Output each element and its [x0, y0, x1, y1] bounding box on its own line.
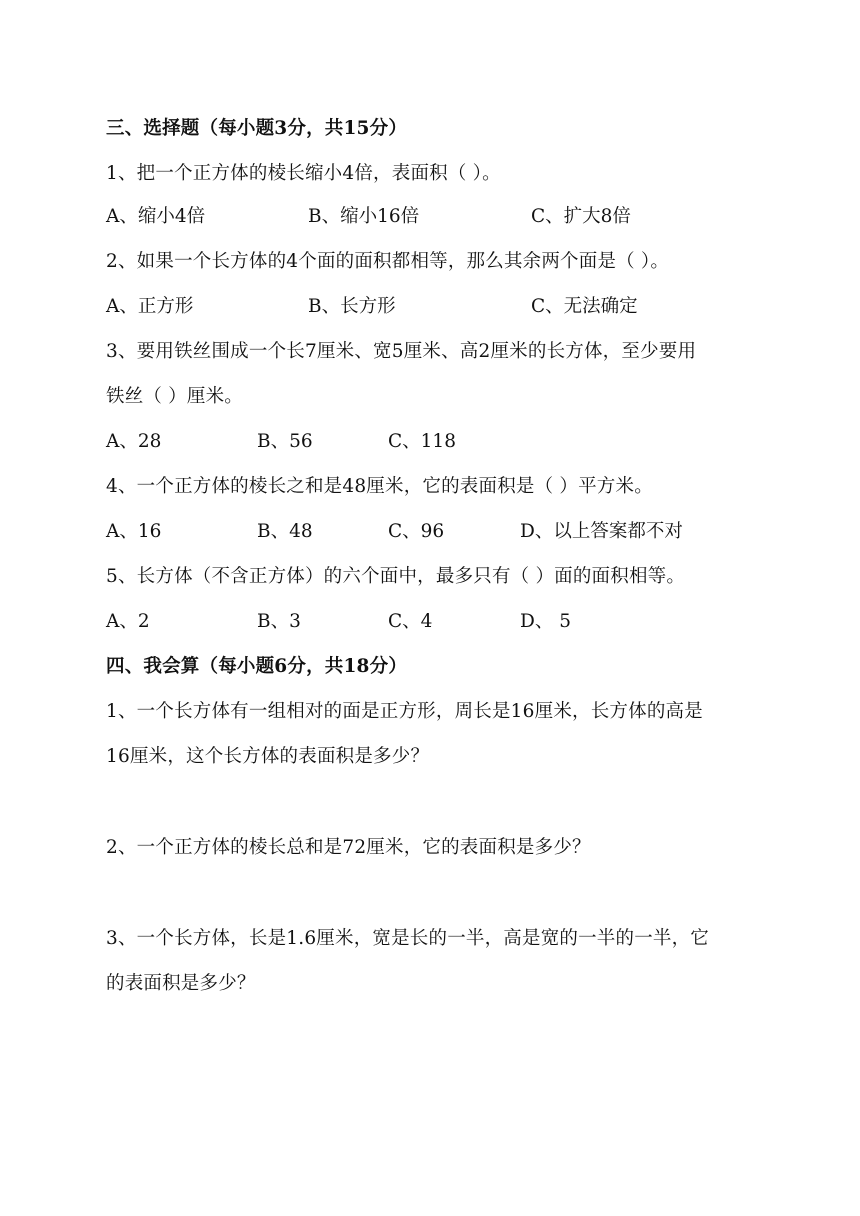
problem-1-line-1: 1、一个长方体有一组相对的面是正方形，周长是16厘米，长方体的高是	[106, 701, 703, 722]
option-b: B、长方形	[308, 296, 396, 317]
option-a: A、16	[106, 521, 162, 542]
problem-1-line-2: 16厘米，这个长方体的表面积是多少？	[106, 746, 430, 767]
question-4-options	[0, 520, 860, 544]
option-d: D、 5	[520, 611, 571, 632]
question-3-options	[0, 430, 860, 454]
option-b: B、56	[257, 431, 313, 452]
question-1-stem: 1、把一个正方体的棱长缩小4倍，表面积（ ）。	[106, 163, 501, 184]
option-c: C、4	[388, 611, 433, 632]
question-5-options	[0, 610, 860, 634]
problem-3-line-2: 的表面积是多少？	[106, 973, 256, 994]
option-a: A、28	[106, 431, 162, 452]
question-3-stem-line-2: 铁丝（ ）厘米。	[106, 386, 243, 407]
problem-2-line-1: 2、一个正方体的棱长总和是72厘米，它的表面积是多少？	[106, 837, 591, 858]
question-4-stem: 4、一个正方体的棱长之和是48厘米，它的表面积是（ ）平方米。	[106, 476, 653, 497]
question-5-stem: 5、长方体（不含正方体）的六个面中，最多只有（ ）面的面积相等。	[106, 566, 686, 587]
option-b: B、48	[257, 521, 313, 542]
section-3-heading: 三、选择题（每小题3分，共15分）	[106, 118, 408, 139]
question-2-options	[0, 295, 860, 319]
option-c: C、扩大8倍	[531, 206, 631, 227]
option-b: B、缩小16倍	[308, 206, 420, 227]
option-d: D、以上答案都不对	[520, 521, 683, 542]
section-4-heading: 四、我会算（每小题6分，共18分）	[106, 656, 408, 677]
option-a: A、正方形	[106, 296, 194, 317]
option-a: A、缩小4倍	[106, 206, 206, 227]
problem-3-line-1: 3、一个长方体，长是1.6厘米，宽是长的一半，高是宽的一半的一半，它	[106, 928, 709, 949]
option-c: C、无法确定	[531, 296, 638, 317]
question-2-stem: 2、如果一个长方体的4个面的面积都相等，那么其余两个面是（ ）。	[106, 251, 670, 272]
option-b: B、3	[257, 611, 301, 632]
option-c: C、118	[388, 431, 456, 452]
question-1-options	[0, 205, 860, 229]
option-a: A、2	[106, 611, 150, 632]
question-3-stem-line-1: 3、要用铁丝围成一个长7厘米、宽5厘米、高2厘米的长方体，至少要用	[106, 341, 697, 362]
option-c: C、96	[388, 521, 445, 542]
